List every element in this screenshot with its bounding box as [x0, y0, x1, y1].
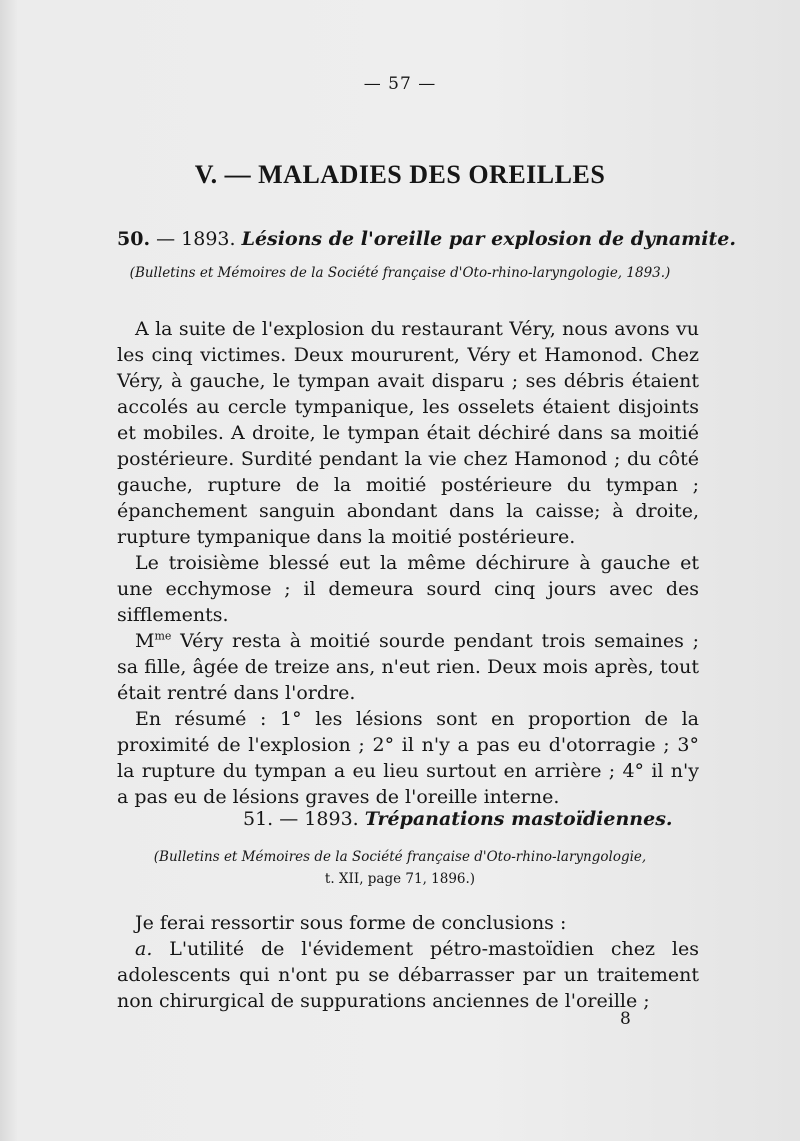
entry-50-source: (Bulletins et Mémoires de la Société française d'Oto-rhino-laryngologie, 1893.) — [129, 265, 671, 281]
entry-51-body — [117, 910, 699, 1014]
entry-51-heading — [243, 808, 800, 830]
entry-50-paragraph: A la suite de l'explosion du restaurant Véry, nous avons vu les cinq victimes. Deux moururent, Véry et Hamonod. Chez Véry, à gauche, le tympan avait disparu ; ses débris étaient accolés au cercle tympanique, les osselets étaient disjoints et mobiles. A droite, le tympan était déchiré dans sa moitié postérieure. Surdité pendant la vie chez Hamonod ; du côté gauche, rupture de la moitié postérieure du tympan ; épanchement sanguin abondant dans la caisse; à droite, rupture tympanique dans la moitié postérieure. — [117, 318, 699, 548]
page-number: — 57 — — [363, 74, 437, 94]
list-marker-a: a. — [135, 938, 153, 960]
entry-50-body — [117, 316, 699, 810]
entry-51-year: — 1893. — [273, 808, 365, 830]
chapter-title: V. — MALADIES DES OREILLES — [194, 160, 606, 189]
entry-50-year: — 1893. — [150, 228, 242, 250]
entry-50-paragraph-madame — [117, 628, 699, 706]
madame-abbrev: M — [135, 630, 155, 652]
entry-50-paragraph: Le troisième blessé eut la même déchirure à gauche et une ecchymose ; il demeura sourd cinq jours avec des sifflements. — [117, 552, 699, 626]
entry-51-paragraph-a — [117, 936, 699, 1014]
entry-50-title: Lésions de l'oreille par explosion de dynamite. — [241, 228, 736, 250]
entry-51-number: 51. — [243, 808, 274, 830]
entry-51-source-line: t. XII, page 71, 1896.) — [324, 871, 476, 887]
signature-mark: 8 — [620, 1009, 631, 1029]
entry-51-source-line: (Bulletins et Mémoires de la Société française d'Oto-rhino-laryngologie, — [153, 849, 647, 865]
entry-51-paragraph: Je ferai ressortir sous forme de conclusions : — [135, 912, 567, 934]
entry-51-paragraph-text: L'utilité de l'évidement pétro-mastoïdien chez les adolescents qui n'ont pu se débarrasser par un traitement non chirurgical de suppurations anciennes de l'oreille ; — [117, 938, 699, 1012]
entry-51-source — [100, 846, 700, 890]
madame-superscript: me — [154, 629, 172, 643]
entry-50-paragraph-text: Véry resta à moitié sourde pendant trois semaines ; sa fille, âgée de treize ans, n'eut rien. Deux mois après, tout était rentré dans l'ordre. — [117, 630, 699, 704]
entry-50-number: 50. — [117, 228, 151, 250]
entry-50-paragraph: En résumé : 1° les lésions sont en proportion de la proximité de l'explosion ; 2° il n'y a pas eu d'otorragie ; 3° la rupture du tympan a eu lieu surtout en arrière ; 4° il n'y a pas eu de lésions graves de l'oreille interne. — [117, 708, 699, 808]
entry-51-title: Trépanations mastoïdiennes. — [364, 808, 673, 830]
entry-50-heading — [117, 228, 736, 250]
